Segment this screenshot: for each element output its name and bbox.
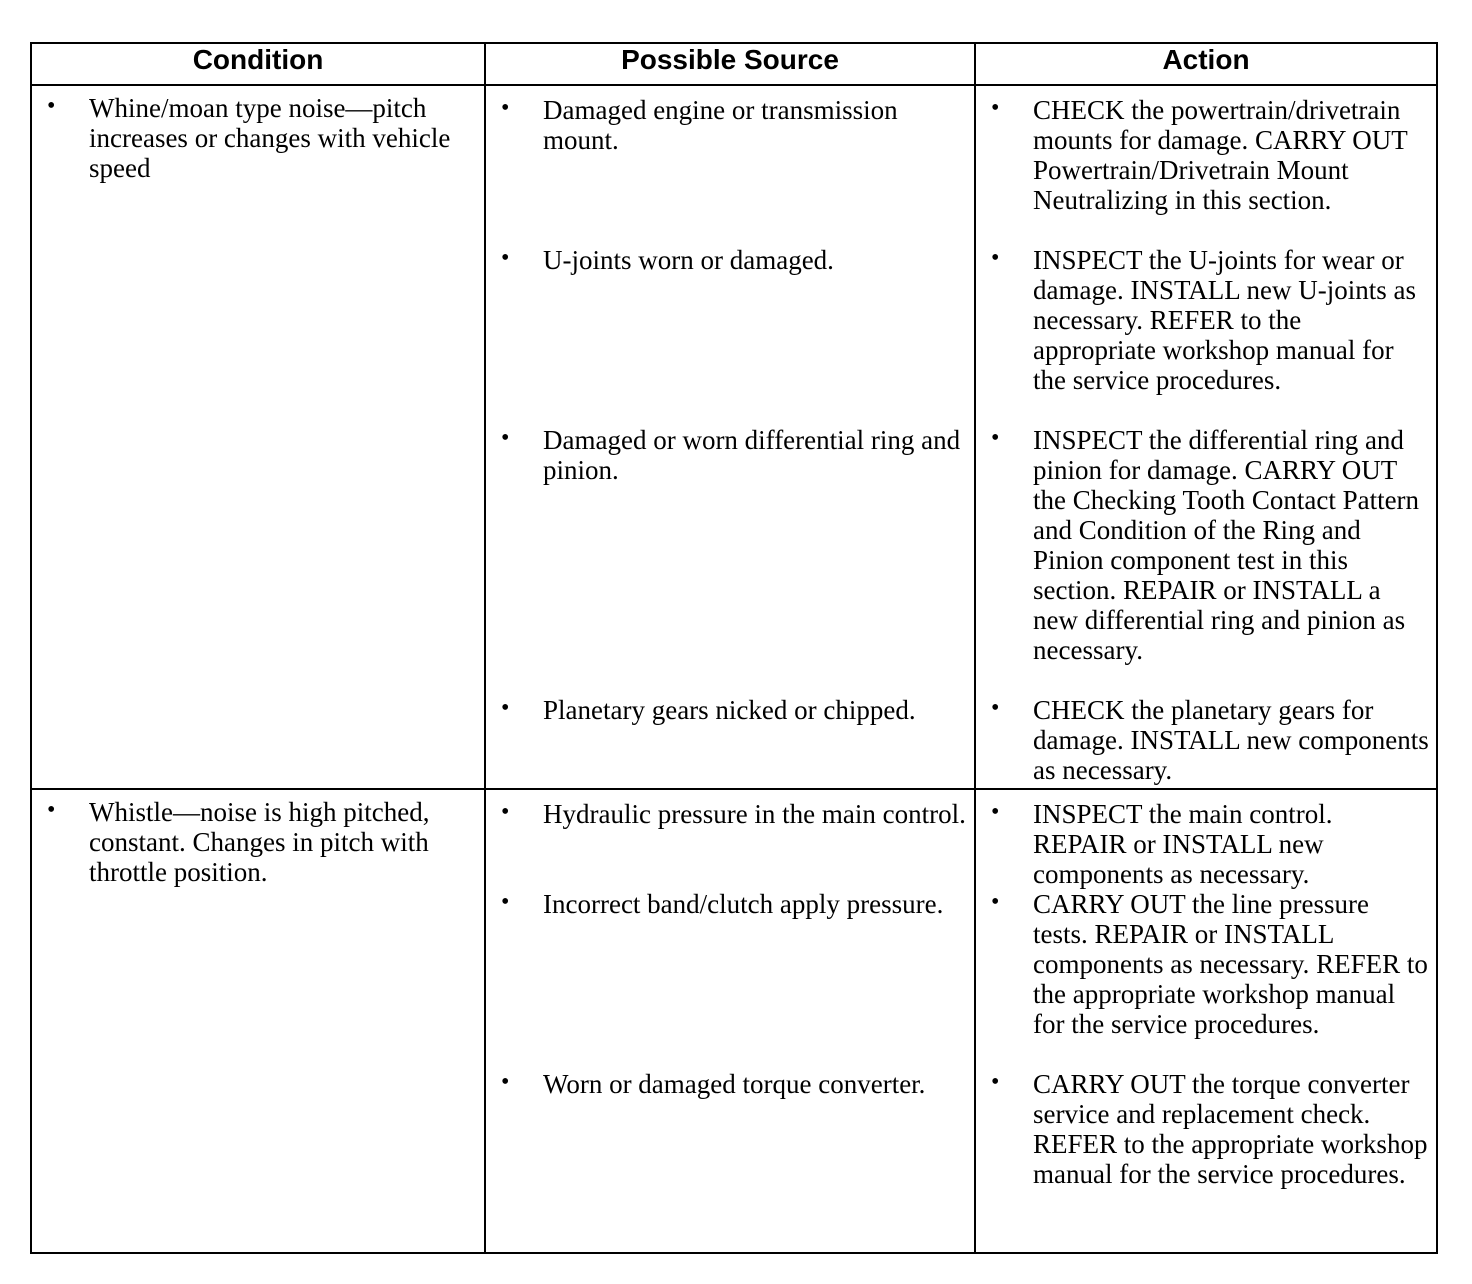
list-item [977, 95, 1429, 215]
action-text: CHECK the powertrain/drivetrain mounts for damage. CARRY OUT Powertrain/Drivetrain Mount Neutralizing in this section. [1033, 95, 1408, 215]
bullet: • [501, 95, 510, 121]
list-item [487, 695, 967, 725]
bullet: • [991, 95, 1000, 121]
bullet: • [991, 799, 1000, 825]
table-row [31, 789, 1437, 1253]
action-text: INSPECT the main control. REPAIR or INSTALL new components as necessary. [1033, 799, 1333, 889]
source-text: Damaged or worn differential ring and pinion. [543, 425, 961, 485]
list-item [977, 799, 1429, 889]
bullet: • [501, 1069, 510, 1095]
bullet: • [501, 799, 510, 825]
bullet: • [991, 695, 1000, 721]
bullet: • [991, 245, 1000, 271]
action-text: CARRY OUT the torque converter service and replacement check. REFER to the appropriate workshop manual for the service procedures. [1033, 1069, 1428, 1189]
source-text: Hydraulic pressure in the main control. [543, 799, 966, 829]
source-cell [485, 85, 975, 789]
bullet: • [501, 695, 510, 721]
header-row [31, 43, 1437, 85]
list-item [977, 245, 1429, 395]
condition-cell [31, 789, 485, 1253]
source-text: Planetary gears nicked or chipped. [543, 695, 916, 725]
action-text: INSPECT the differential ring and pinion for damage. CARRY OUT the Checking Tooth Contact Pattern and Condition of the Ring and Pinion component test in this section. REPAIR or INSTALL a new differential ring and pinion as necessary. [1033, 425, 1420, 665]
diagnosis-table [30, 42, 1438, 1254]
condition-cell [31, 85, 485, 789]
list-item [977, 425, 1429, 665]
action-text: INSPECT the U-joints for wear or damage. INSTALL new U-joints as necessary. REFER to the appropriate workshop manual for the service procedures. [1033, 245, 1416, 395]
list-item [487, 245, 967, 275]
header-possible-source: Possible Source [485, 43, 975, 85]
bullet: • [991, 1069, 1000, 1095]
list-item [487, 1069, 967, 1099]
source-cell [485, 789, 975, 1253]
action-cell [975, 85, 1437, 789]
action-text: CARRY OUT the line pressure tests. REPAIR or INSTALL components as necessary. REFER to the appropriate workshop manual for the service procedures. [1033, 889, 1428, 1039]
source-text: U-joints worn or damaged. [543, 245, 834, 275]
source-text: Damaged engine or transmission mount. [543, 95, 898, 155]
list-item [977, 1069, 1429, 1189]
list-item [487, 799, 967, 829]
header-action: Action [975, 43, 1437, 85]
bullet: • [47, 93, 56, 119]
condition-text: Whine/moan type noise—pitch increases or changes with vehicle speed [89, 93, 451, 183]
list-item [487, 889, 967, 919]
source-text: Incorrect band/clutch apply pressure. [543, 889, 944, 919]
bullet: • [991, 889, 1000, 915]
table-row [31, 85, 1437, 789]
header-condition: Condition [31, 43, 485, 85]
bullet: • [47, 797, 56, 823]
action-text: CHECK the planetary gears for damage. INSTALL new components as necessary. [1033, 695, 1429, 785]
list-item [33, 797, 477, 887]
bullet: • [501, 425, 510, 451]
list-item [33, 93, 477, 183]
condition-text: Whistle—noise is high pitched, constant. Changes in pitch with throttle position. [89, 797, 430, 887]
bullet: • [501, 245, 510, 271]
list-item [977, 695, 1429, 785]
list-item [487, 425, 967, 485]
list-item [487, 95, 967, 155]
bullet: • [501, 889, 510, 915]
list-item [977, 889, 1429, 1039]
action-cell [975, 789, 1437, 1253]
bullet: • [991, 425, 1000, 451]
source-text: Worn or damaged torque converter. [543, 1069, 926, 1099]
